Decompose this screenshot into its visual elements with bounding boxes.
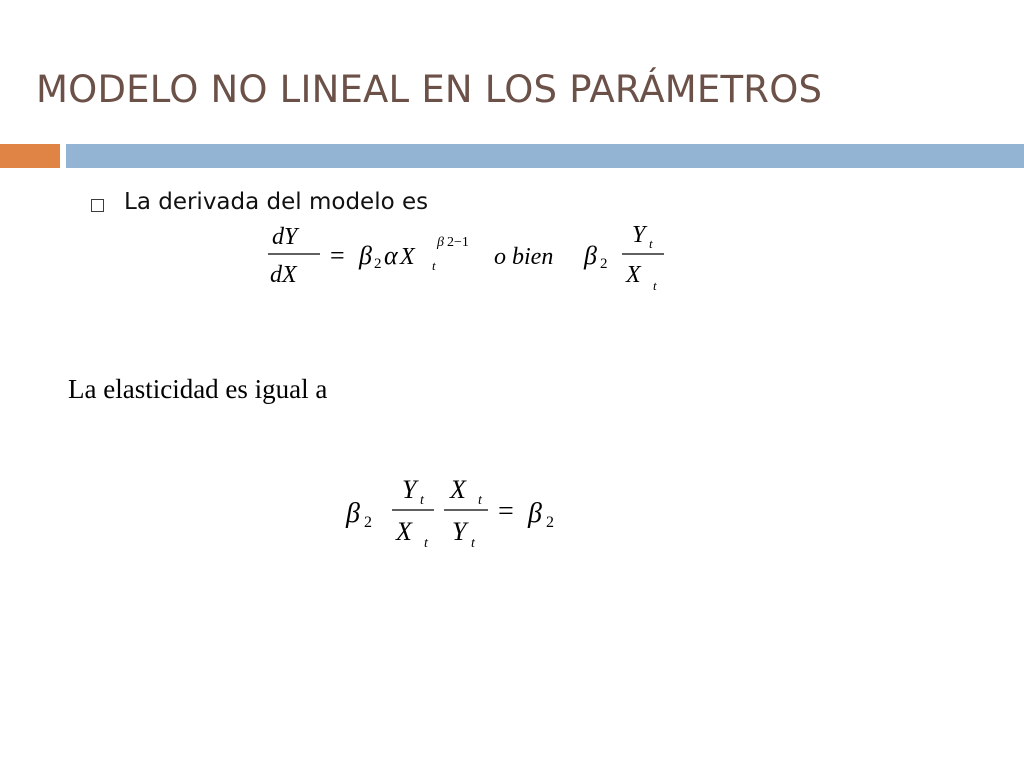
bullet-derivative-text: La derivada del modelo es [124, 189, 429, 215]
eq1-beta: β [359, 241, 372, 270]
eq1-exponent-beta: β [437, 235, 444, 250]
eq2-frac2-numerator-sub: t [478, 493, 482, 508]
eq1-beta2: β [584, 241, 597, 270]
eq2-frac1-numerator-sub: t [420, 493, 424, 508]
slide-title: MODELO NO LINEAL EN LOS PARÁMETROS [36, 68, 823, 111]
eq2-frac1-denominator-sub: t [424, 536, 428, 551]
eq1-lhs-numerator: dY [272, 224, 298, 250]
eq2-frac1-denominator: X [396, 517, 412, 546]
eq2-rhs-beta-sub: 2 [546, 514, 554, 531]
accent-bar-blue [66, 144, 1024, 168]
eq2-frac2-numerator: X [450, 475, 466, 504]
eq2-equals: = [498, 496, 514, 527]
eq1-frac-denominator: X [626, 262, 641, 288]
eq1-exponent-rest: 2−1 [447, 235, 469, 250]
eq1-beta2-sub: 2 [600, 256, 608, 272]
eq2-frac2-denominator-sub: t [471, 536, 475, 551]
eq2-frac1-numerator: Y [402, 475, 417, 504]
eq1-equals: = [330, 241, 345, 270]
eq1-frac-denominator-sub: t [653, 278, 657, 293]
elasticity-equation [342, 470, 582, 559]
eq1-frac-numerator: Y [632, 222, 646, 248]
eq2-frac2-denominator: Y [452, 517, 467, 546]
accent-bar-orange [0, 144, 60, 168]
eq2-beta-sub: 2 [364, 514, 372, 531]
eq2-beta: β [346, 498, 360, 529]
eq2-rhs-beta: β [528, 498, 542, 529]
eq1-frac-numerator-sub: t [649, 236, 653, 251]
eq1-beta-sub: 2 [374, 256, 382, 272]
elasticity-text: La elasticidad es igual a [68, 374, 328, 404]
derivative-equation [262, 218, 682, 303]
eq1-connector: o bien [494, 244, 554, 270]
eq1-alpha: α [384, 241, 398, 270]
eq1-x: X [400, 244, 415, 270]
square-bullet-icon [91, 199, 104, 212]
eq1-x-sub: t [432, 258, 436, 273]
eq1-lhs-denominator: dX [270, 262, 297, 288]
